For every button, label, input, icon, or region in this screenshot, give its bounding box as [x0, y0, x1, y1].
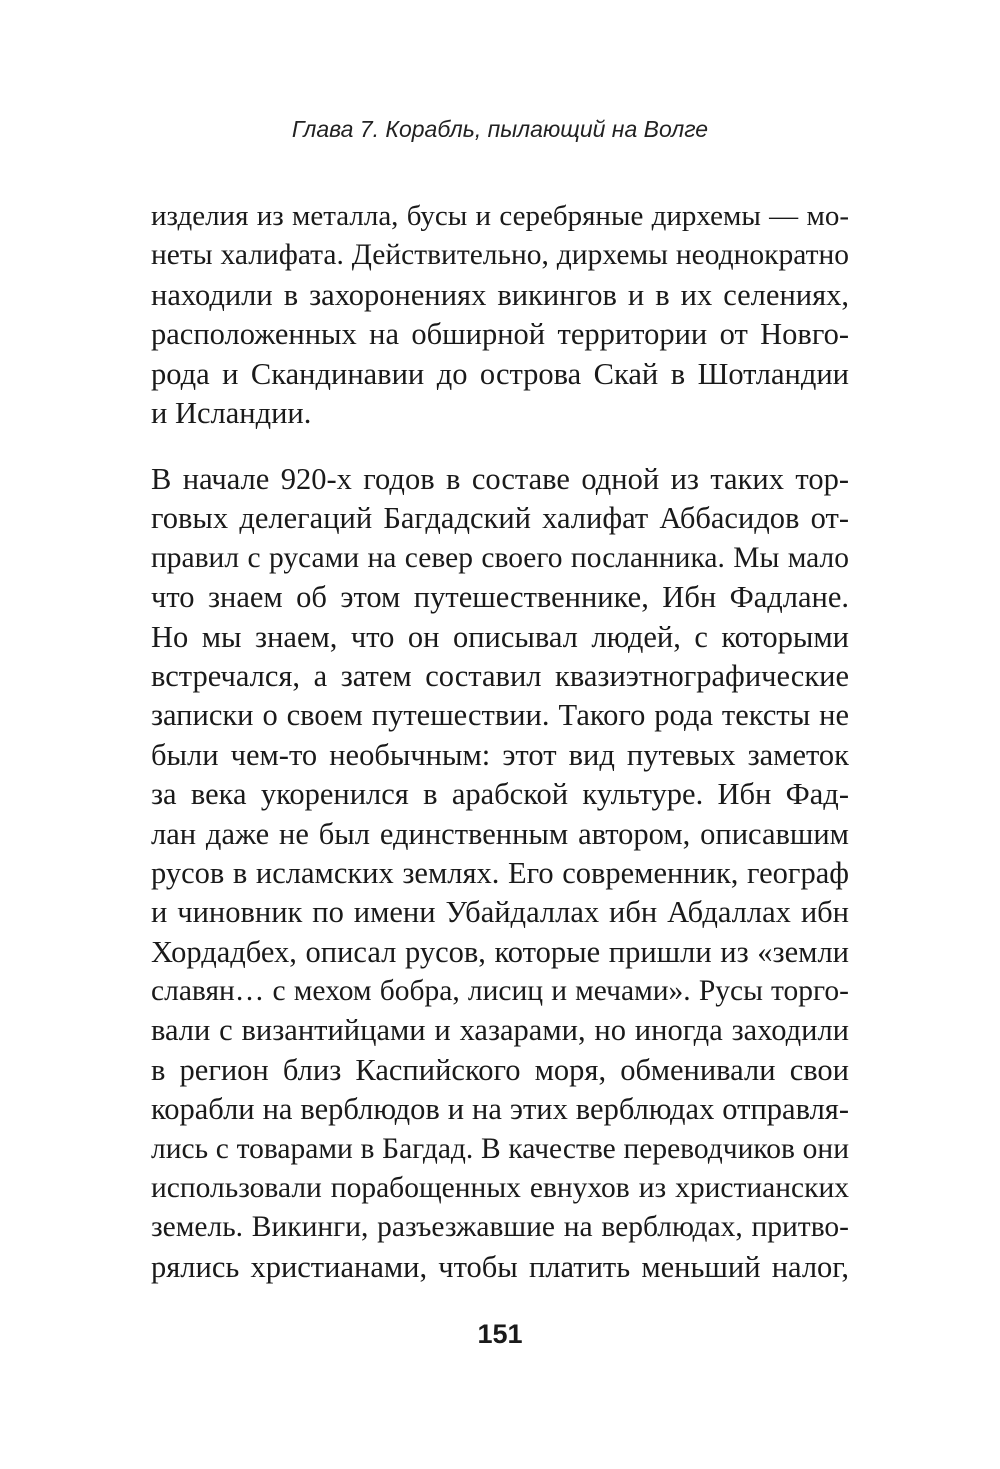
- text-line: записки о своем путешествии. Такого рода тексты не: [151, 698, 849, 733]
- text-line: в регион близ Каспийского моря, обменивали свои: [151, 1052, 849, 1087]
- page-number: 151: [477, 1319, 523, 1349]
- text-line: лись с товарами в Багдад. В качестве переводчиков они: [151, 1132, 849, 1165]
- running-head: Глава 7. Корабль, пылающий на Волге: [291, 116, 709, 142]
- text-line: Но мы знаем, что он описывал людей, с которыми: [151, 619, 849, 654]
- text-line: что знаем об этом путешественнике, Ибн Фадлане.: [151, 580, 849, 615]
- text-line: за века укоренился в арабской культуре. Ибн Фад-: [151, 777, 849, 812]
- text-line: вали с византийцами и хазарами, но иногда заходили: [151, 1013, 849, 1048]
- text-line: русов в исламских землях. Его современник, географ: [151, 855, 849, 890]
- paragraph-2: [151, 460, 849, 1287]
- text-line: правил с русами на север своего посланника. Мы мало: [151, 541, 849, 574]
- text-line: славян… с мехом бобра, лисиц и мечами». Русы торго-: [151, 975, 849, 1008]
- text-line: использовали порабощенных евнухов из христианских: [151, 1172, 849, 1205]
- text-line: неты халифата. Действительно, дирхемы неоднократно: [151, 239, 849, 272]
- text-line: корабли на верблюдов и на этих верблюдах отправля-: [151, 1092, 849, 1127]
- text-line: изделия из металла, бусы и серебряные дирхемы — мо-: [151, 200, 849, 232]
- paragraph-1: [151, 197, 849, 433]
- text-line: встречался, а затем составил квазиэтнографические: [151, 658, 849, 693]
- text-line: говых делегаций Багдадский халифат Аббасидов от-: [151, 501, 849, 536]
- text-line: расположенных на обширной территории от Новго-: [151, 317, 849, 352]
- text-line: и чиновник по имени Убайдаллах ибн Абдаллах ибн: [151, 895, 849, 930]
- text-line: находили в захоронениях викингов и в их селениях,: [151, 277, 849, 312]
- text-line: и Исландии.: [151, 395, 312, 430]
- text-line: Хордадбех, описал русов, которые пришли из «земли: [151, 934, 849, 969]
- text-line: рялись христианами, чтобы платить меньший налог,: [151, 1249, 849, 1284]
- text-line: рода и Скандинавии до острова Скай в Шотландии: [151, 356, 849, 391]
- text-line: лан даже не был единственным автором, описавшим: [151, 816, 849, 851]
- text-line: были чем-то необычным: этот вид путевых заметок: [151, 737, 849, 772]
- text-line: земель. Викинги, разъезжавшие на верблюдах, притво-: [151, 1211, 849, 1244]
- text-line: В начале 920-х годов в составе одной из таких тор-: [151, 462, 849, 496]
